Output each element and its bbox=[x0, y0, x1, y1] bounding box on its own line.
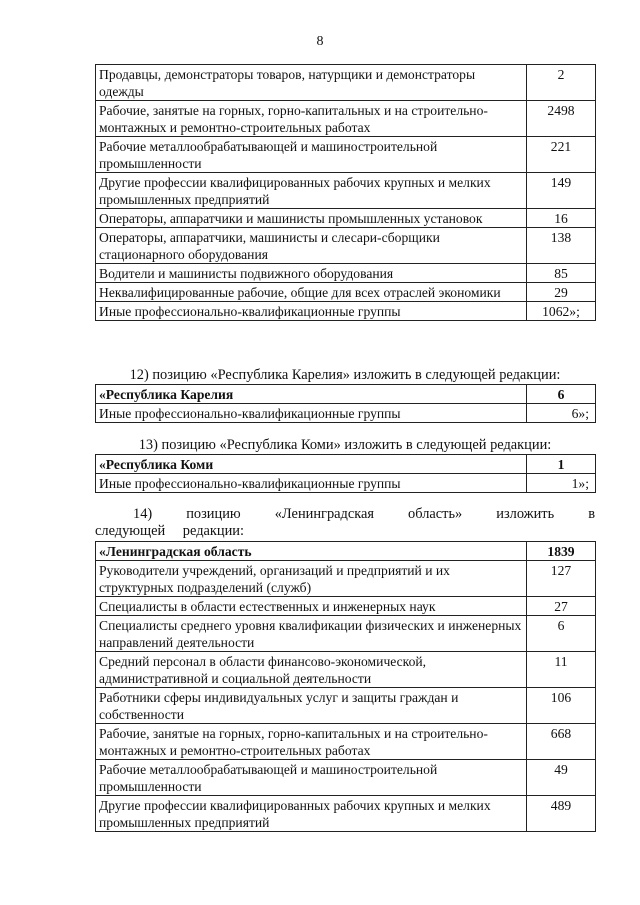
leningrad-table bbox=[95, 541, 596, 832]
table-row bbox=[96, 616, 596, 652]
group-value-cell: 668 bbox=[527, 724, 596, 760]
group-value-cell: 2 bbox=[527, 65, 596, 101]
section-12-text: 12) позицию «Республика Карелия» изложить в следующей редакции: bbox=[129, 367, 561, 383]
group-name-cell: Операторы, аппаратчики, машинисты и слесари-сборщики стационарного оборудования bbox=[96, 228, 527, 264]
group-value-cell: 2498 bbox=[527, 101, 596, 137]
table-row bbox=[96, 688, 596, 724]
group-name-cell: Рабочие, занятые на горных, горно-капитальных и на строительно-монтажных и ремонтно-строительных работах bbox=[96, 101, 527, 137]
group-value-cell: 11 bbox=[527, 652, 596, 688]
group-name-cell: Специалисты среднего уровня квалификации физических и инженерных направлений деятельности bbox=[96, 616, 527, 652]
group-value-cell: 16 bbox=[527, 209, 596, 228]
table-row bbox=[96, 137, 596, 173]
group-value-cell: 127 bbox=[527, 561, 596, 597]
region-name-cell: «Республика Карелия bbox=[96, 385, 527, 404]
table-row bbox=[96, 404, 596, 423]
karelia-table bbox=[95, 384, 596, 423]
group-value-cell: 49 bbox=[527, 760, 596, 796]
group-name-cell: Иные профессионально-квалификационные группы bbox=[96, 302, 527, 321]
table-row bbox=[96, 65, 596, 101]
group-name-cell: Рабочие металлообрабатывающей и машиностроительной промышленности bbox=[96, 137, 527, 173]
group-name-cell: Рабочие, занятые на горных, горно-капитальных и на строительно-монтажных и ремонтно-строительных работах bbox=[96, 724, 527, 760]
table-header-row bbox=[96, 385, 596, 404]
table-header-row bbox=[96, 455, 596, 474]
group-name-cell: Операторы, аппаратчики и машинисты промышленных установок bbox=[96, 209, 527, 228]
section-14-text-content: 14) позицию «Ленинградская область» изложить в следующей редакции: bbox=[95, 506, 595, 539]
table-row bbox=[96, 264, 596, 283]
table-row bbox=[96, 283, 596, 302]
group-value-cell: 489 bbox=[527, 796, 596, 832]
group-value-cell: 29 bbox=[527, 283, 596, 302]
group-value-cell: 149 bbox=[527, 173, 596, 209]
table-row bbox=[96, 228, 596, 264]
group-name-cell: Работники сферы индивидуальных услуг и защиты граждан и собственности bbox=[96, 688, 527, 724]
group-value-cell: 138 bbox=[527, 228, 596, 264]
group-name-cell: Другие профессии квалифицированных рабочих крупных и мелких промышленных предприятий bbox=[96, 173, 527, 209]
main-table-body bbox=[96, 65, 596, 321]
group-name-cell: Руководители учреждений, организаций и предприятий и их структурных подразделений (служб) bbox=[96, 561, 527, 597]
group-value-cell: 6 bbox=[527, 616, 596, 652]
table-row bbox=[96, 209, 596, 228]
komi-table bbox=[95, 454, 596, 493]
group-value-cell: 106 bbox=[527, 688, 596, 724]
group-name-cell: Другие профессии квалифицированных рабочих крупных и мелких промышленных предприятий bbox=[96, 796, 527, 832]
group-value-cell: 1»; bbox=[527, 474, 596, 493]
region-name-cell: «Республика Коми bbox=[96, 455, 527, 474]
group-name-cell: Иные профессионально-квалификационные группы bbox=[96, 474, 527, 493]
region-total-cell: 1839 bbox=[527, 542, 596, 561]
group-name-cell: Водители и машинисты подвижного оборудования bbox=[96, 264, 527, 283]
table-row bbox=[96, 561, 596, 597]
table-header-row bbox=[96, 542, 596, 561]
section-13-text: 13) позицию «Республика Коми» изложить в следующей редакции: bbox=[138, 437, 552, 453]
group-name-cell: Средний персонал в области финансово-экономической, административной и социальной деятельности bbox=[96, 652, 527, 688]
group-value-cell: 6»; bbox=[527, 404, 596, 423]
region-total-cell: 6 bbox=[527, 385, 596, 404]
table-row bbox=[96, 302, 596, 321]
leningrad-table-body bbox=[96, 542, 596, 832]
main-table bbox=[95, 64, 596, 321]
group-value-cell: 27 bbox=[527, 597, 596, 616]
group-name-cell: Продавцы, демонстраторы товаров, натурщики и демонстраторы одежды bbox=[96, 65, 527, 101]
table-row bbox=[96, 101, 596, 137]
group-name-cell: Иные профессионально-квалификационные группы bbox=[96, 404, 527, 423]
page-number: 8 bbox=[316, 34, 324, 49]
group-name-cell: Неквалифицированные рабочие, общие для всех отраслей экономики bbox=[96, 283, 527, 302]
group-value-cell: 85 bbox=[527, 264, 596, 283]
table-row bbox=[96, 796, 596, 832]
table-row bbox=[96, 652, 596, 688]
region-name-cell: «Ленинградская область bbox=[96, 542, 527, 561]
group-name-cell: Рабочие металлообрабатывающей и машиностроительной промышленности bbox=[96, 760, 527, 796]
table-row bbox=[96, 760, 596, 796]
region-total-cell: 1 bbox=[527, 455, 596, 474]
group-value-cell: 1062»; bbox=[527, 302, 596, 321]
group-value-cell: 221 bbox=[527, 137, 596, 173]
table-row bbox=[96, 724, 596, 760]
table-row bbox=[96, 474, 596, 493]
group-name-cell: Специалисты в области естественных и инженерных наук bbox=[96, 597, 527, 616]
section-14-text bbox=[95, 506, 595, 540]
table-row bbox=[96, 597, 596, 616]
table-row bbox=[96, 173, 596, 209]
